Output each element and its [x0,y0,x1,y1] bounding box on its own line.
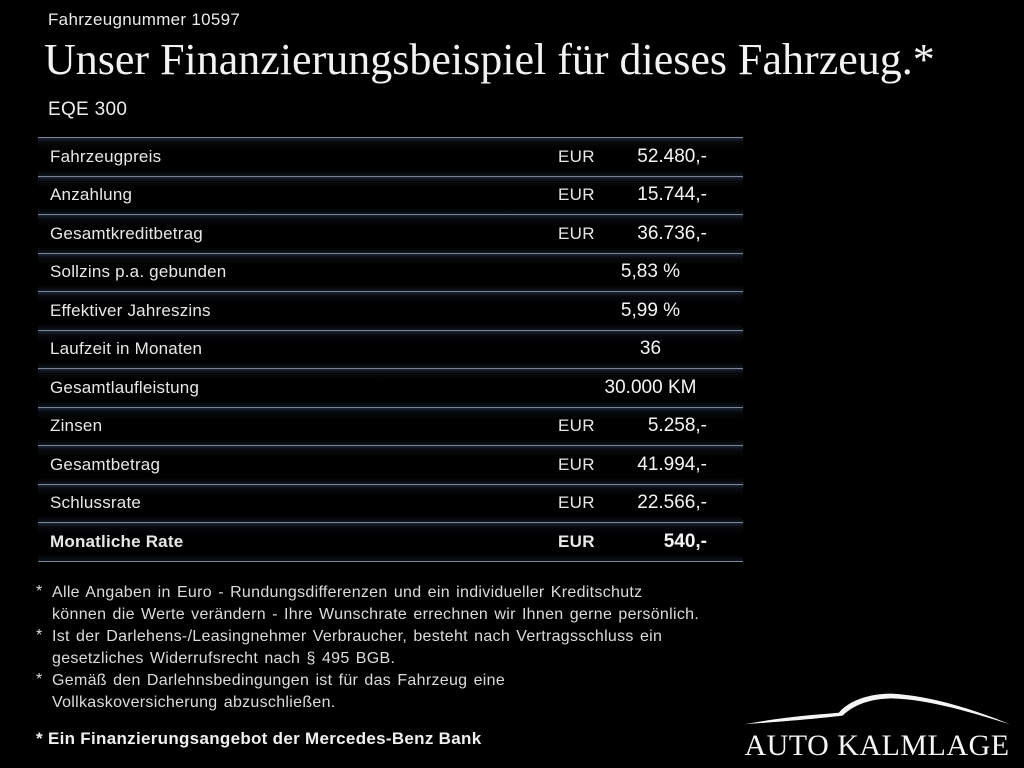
page-title: Unser Finanzierungsbeispiel für dieses Fahrzeug.* [44,35,935,84]
vehicle-number: Fahrzeugnummer 10597 [48,10,241,29]
currency-label: EUR [558,454,595,474]
value-amount: 5.258,- [647,415,707,437]
row-value [558,338,743,360]
table-row [38,407,743,446]
footnote [36,626,760,670]
table-row [38,137,743,176]
row-label: Zinsen [50,416,103,436]
currency-label: EUR [558,493,595,513]
asterisk-marker: * [36,671,43,688]
row-label: Sollzins p.a. gebunden [50,262,227,282]
footnotes [36,582,760,714]
value-amount: 5,99 % [620,299,681,321]
table-row [38,291,743,330]
footnote-text: Ist der Darlehens-/Leasingnehmer Verbraucher, besteht nach Vertragsschluss ein gesetzliches Widerrufsrecht nach § 495 BGB. [52,628,663,667]
value-amount: 52.480,- [637,145,707,167]
currency-label: EUR [558,416,595,436]
asterisk-marker: * [36,627,43,644]
row-value [558,184,743,206]
row-value [558,261,743,283]
footnote-text: Gemäß den Darlehnsbedingungen ist für das Fahrzeug eine Vollkaskoversicherung abzuschließen. [52,672,506,711]
dealer-logo [732,686,1022,762]
row-value [558,492,743,514]
row-value [558,300,743,322]
row-value [558,415,743,437]
row-value [558,223,743,245]
row-label: Gesamtkreditbetrag [50,223,203,243]
asterisk-marker: * [36,583,43,600]
table-row [38,214,743,253]
value-amount: 540,- [663,530,707,552]
table-row [38,522,743,561]
table-row [38,368,743,407]
value-amount: 30.000 KM [604,376,697,398]
row-value [558,146,743,168]
table-row [38,176,743,215]
car-silhouette-icon [734,686,1020,730]
row-label: Monatliche Rate [50,531,184,551]
row-label: Anzahlung [50,185,133,205]
table-row [38,253,743,292]
table-row [38,445,743,484]
row-label: Schlussrate [50,493,142,513]
value-amount: 22.566,- [637,492,707,514]
row-label: Effektiver Jahreszins [50,300,211,320]
bank-offer-note: * Ein Finanzierungsangebot der Mercedes-Benz Bank [36,729,482,748]
currency-label: EUR [558,223,595,243]
row-label: Gesamtlaufleistung [50,377,200,397]
financing-table [38,137,743,562]
value-amount: 36 [639,338,662,360]
value-amount: 36.736,- [637,222,707,244]
value-amount: 5,83 % [620,261,681,283]
footnote-text: Alle Angaben in Euro - Rundungsdifferenzen und ein individueller Kreditschutz können die Werte verändern - Ihre Wunschrate errechnen wir Ihnen gerne persönlich. [52,584,700,623]
table-row [38,484,743,523]
currency-label: EUR [558,185,595,205]
currency-label: EUR [558,531,595,551]
footnote [36,582,760,626]
row-label: Gesamtbetrag [50,454,161,474]
footnote [36,670,760,714]
row-label: Fahrzeugpreis [50,146,162,166]
vehicle-model: EQE 300 [48,99,128,120]
currency-label: EUR [558,146,595,166]
row-value [558,531,743,553]
table-row [38,330,743,369]
value-amount: 41.994,- [637,453,707,475]
value-amount: 15.744,- [637,184,707,206]
row-label: Laufzeit in Monaten [50,339,203,359]
dealer-name: AUTO KALMLAGE [744,729,1010,762]
row-value [558,454,743,476]
row-value [558,377,743,399]
